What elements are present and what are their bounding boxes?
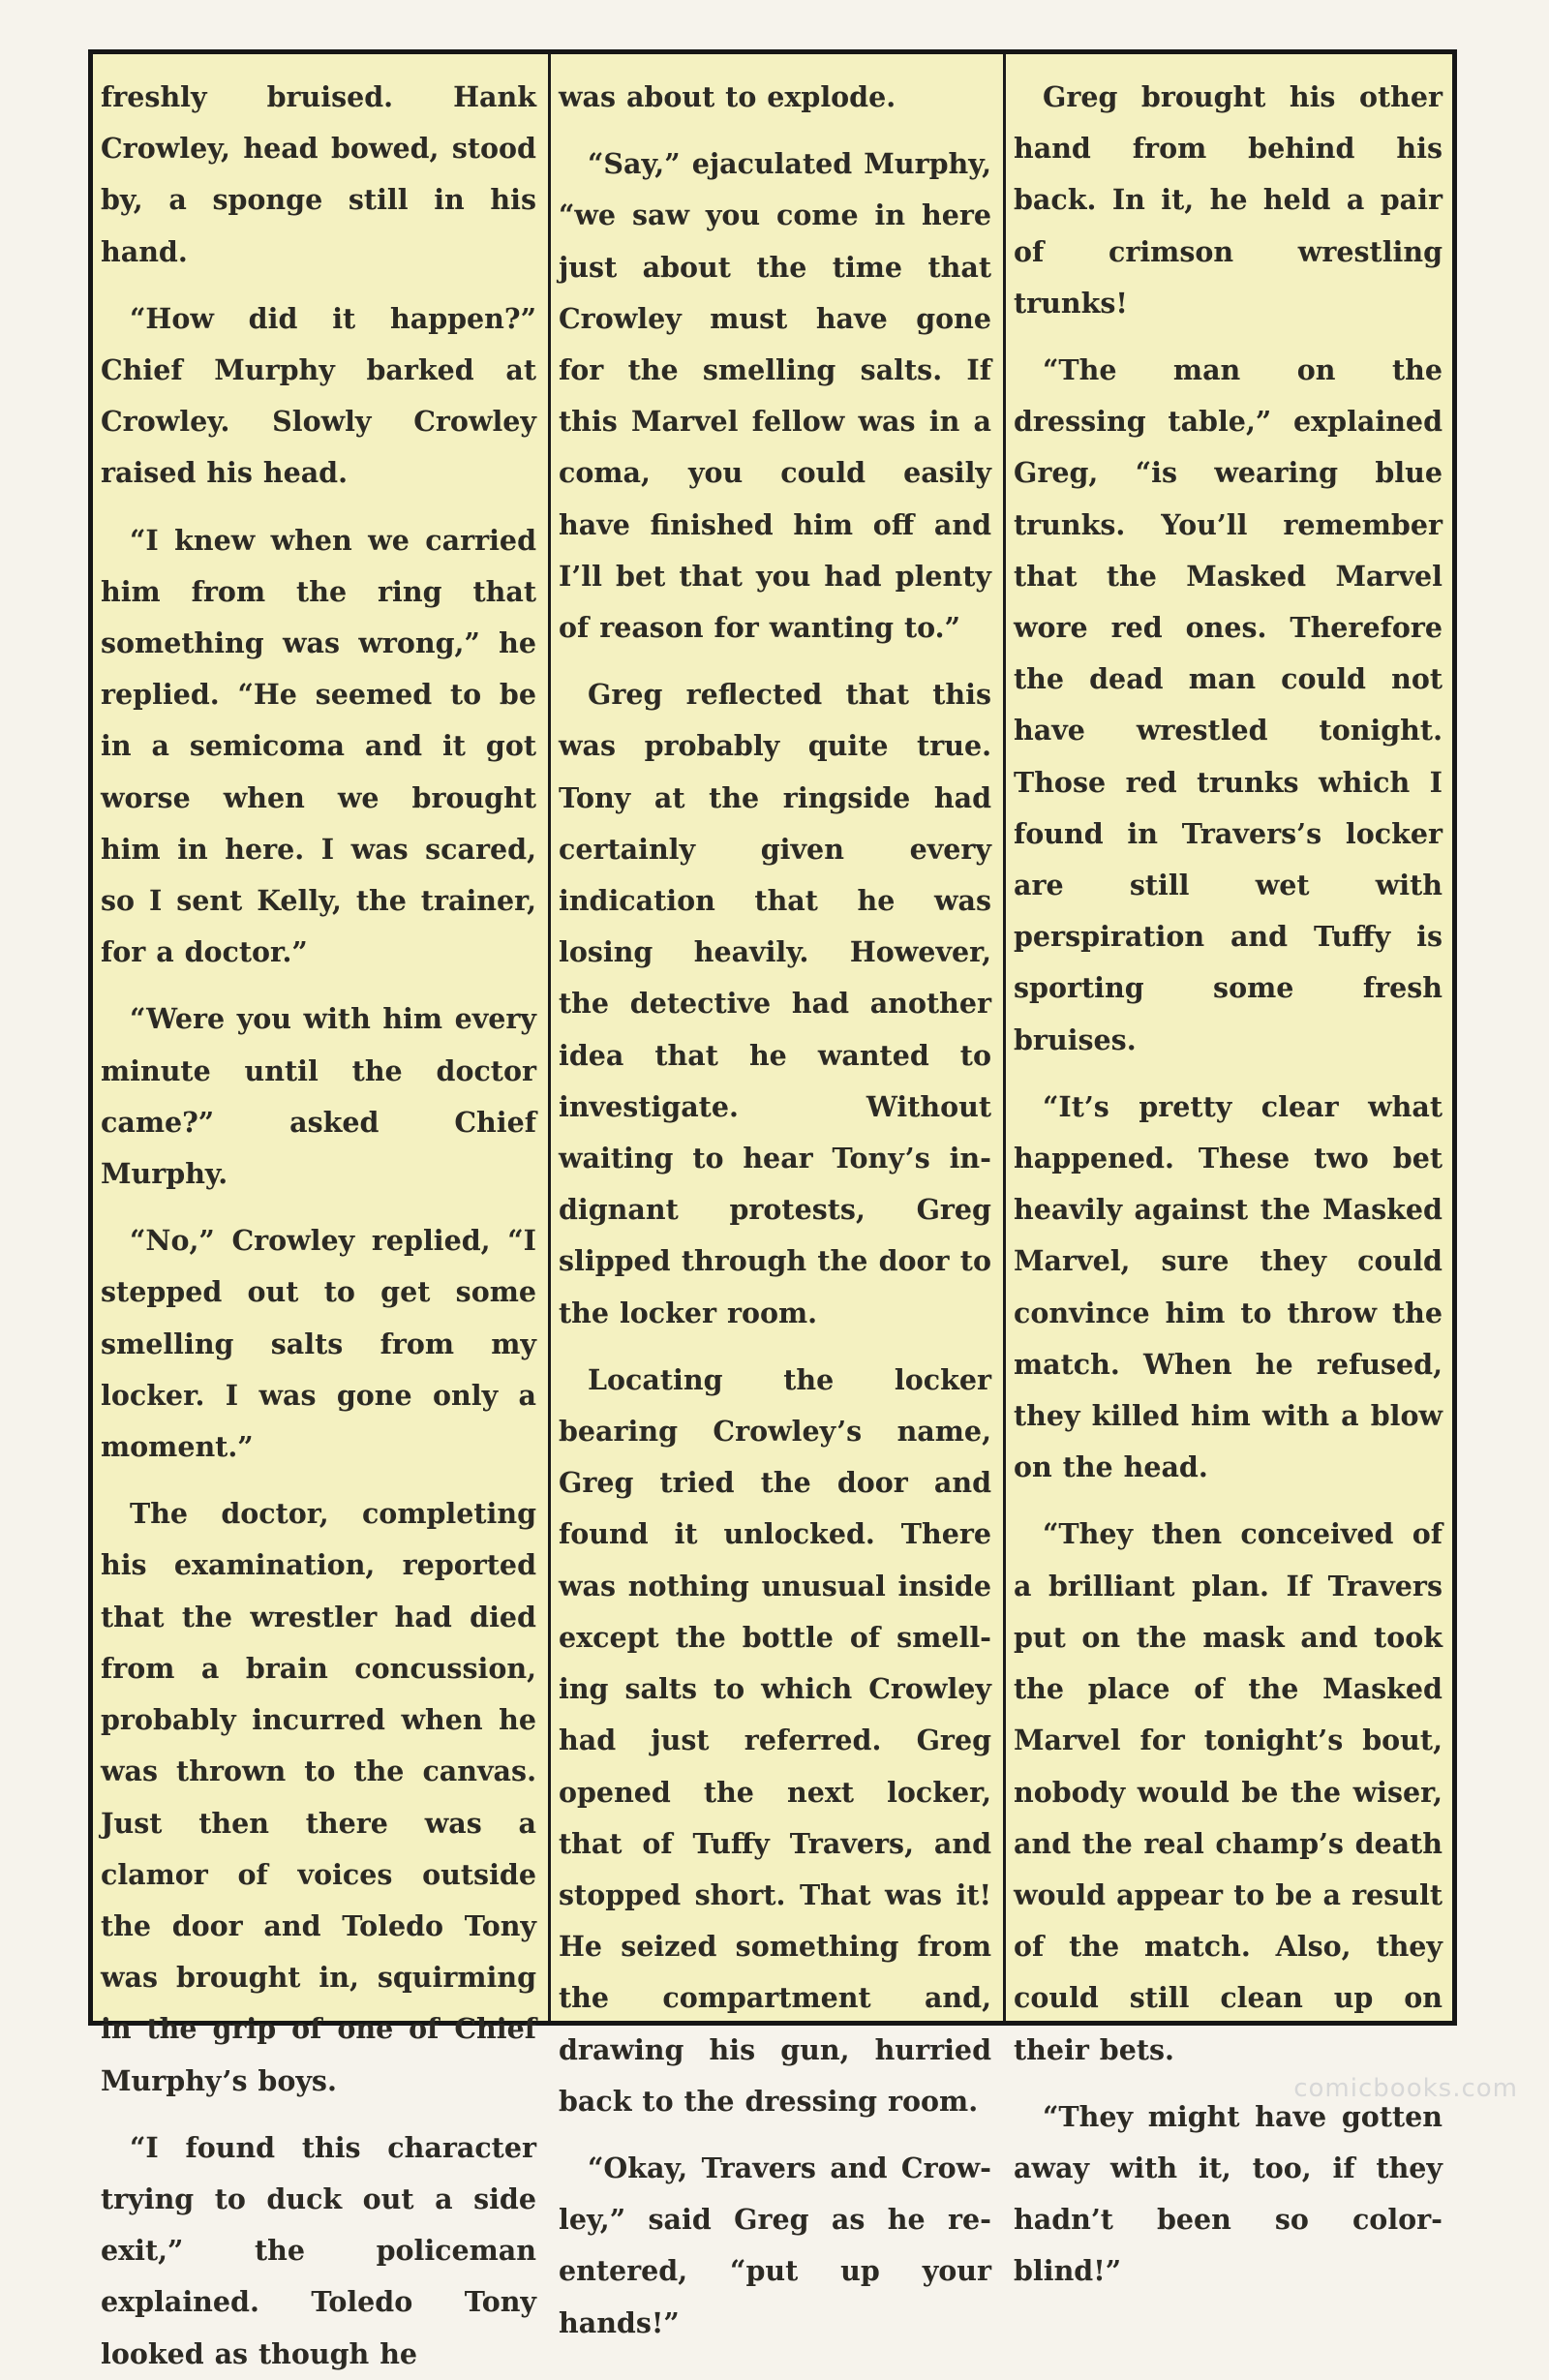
story-paragraph: freshly bruised. Hank Crowley, head bowed, stood by, a sponge still in his hand. (101, 80, 536, 268)
story-paragraph: “I knew when we carried him from the ring that something was wrong,” he replied. “He seemed to be in a semicoma and it got worse when we brought him in here. I was scared, so I sent Kelly, the trainer, for a doctor.” (101, 523, 536, 969)
story-paragraph: “They might have gotten away with it, too, if they hadn’t been so color-blind!” (1014, 2099, 1443, 2288)
story-paragraph: “They then conceived of a brilliant plan. If Travers put on the mask and took the place of the Masked Marvel for tonight’s bout, nobody would be the wiser, and the real champ’s death would appear to be a result of the match. Also, they could still clean up on their bets. (1014, 1517, 1443, 2066)
story-paragraph: Greg brought his other hand from behind his back. In it, he held a pair of crimson wrestling trunks! (1014, 80, 1443, 320)
text-column-left (93, 54, 548, 2370)
text-column-middle (548, 54, 1003, 2339)
story-paragraph: was about to explode. (559, 80, 896, 113)
story-paragraph: “No,” Crowley replied, “I stepped out to get some smelling salts from my locker. I was gone only a moment.” (101, 1224, 536, 1464)
story-paragraph: The doctor, completing his examination, reported that the wrestler had died from a brain concussion, probably incurred when he was thrown to the canvas. Just then there was a clamor of voices outside the door and Toledo Tony was brought in, squirming in the grip of one of Chief Murphy’s boys. (101, 1497, 536, 2097)
story-paragraph: Greg reflected that this was probably quite true. Tony at the ringside had certainly given every indication that he was losing heavily. However, the detective had another idea that he wanted to investigate. Without waiting to hear Tony’s indignant protests, Greg slipped through the door to the locker room. (559, 678, 991, 1329)
story-paragraph: Locating the locker bearing Crowley’s name, Greg tried the door and found it unlocked. There was nothing unusual inside except the bottle of smelling salts to which Crowley had just referred. Greg opened the next locker, that of Tuffy Travers, and stopped short. That was it! He seized something from the compartment and, drawing his gun, hurried back to the dressing room. (559, 1362, 991, 2118)
story-paragraph: “Say,” ejaculated Murphy, “we saw you come in here just about the time that Crowley must have gone for the smelling salts. If this Marvel fellow was in a coma, you could easily have finished him off and I’ll bet that you had plenty of reason for wanting to.” (559, 147, 991, 645)
site-watermark: comicbooks.com (1293, 2074, 1518, 2103)
story-paragraph: “Okay, Travers and Crowley,” said Greg as he reentered, “put up your hands!” (559, 2151, 991, 2339)
story-paragraph: “How did it happen?” Chief Murphy barked at Crowley. Slowly Crowley raised his head. (101, 301, 536, 490)
story-paragraph: “It’s pretty clear what happened. These two bet heavily against the Masked Marvel, sure they could convince him to throw the match. When he refused, they killed him with a blow on the head. (1014, 1089, 1443, 1484)
story-paragraph: “The man on the dressing table,” explained Greg, “is wearing blue trunks. You’ll remember that the Masked Marvel wore red ones. Therefore the dead man could not have wrestled tonight. Those red trunks which I found in Travers’s locker are still wet with perspiration and Tuffy is sporting some fresh bruises. (1014, 353, 1443, 1056)
story-paragraph: “I found this character trying to duck out a side exit,” the policeman explained. Toledo Tony looked as though he (101, 2130, 536, 2370)
story-paragraph: “Were you with him every minute until the doctor came?” asked Chief Murphy. (101, 1002, 536, 1191)
